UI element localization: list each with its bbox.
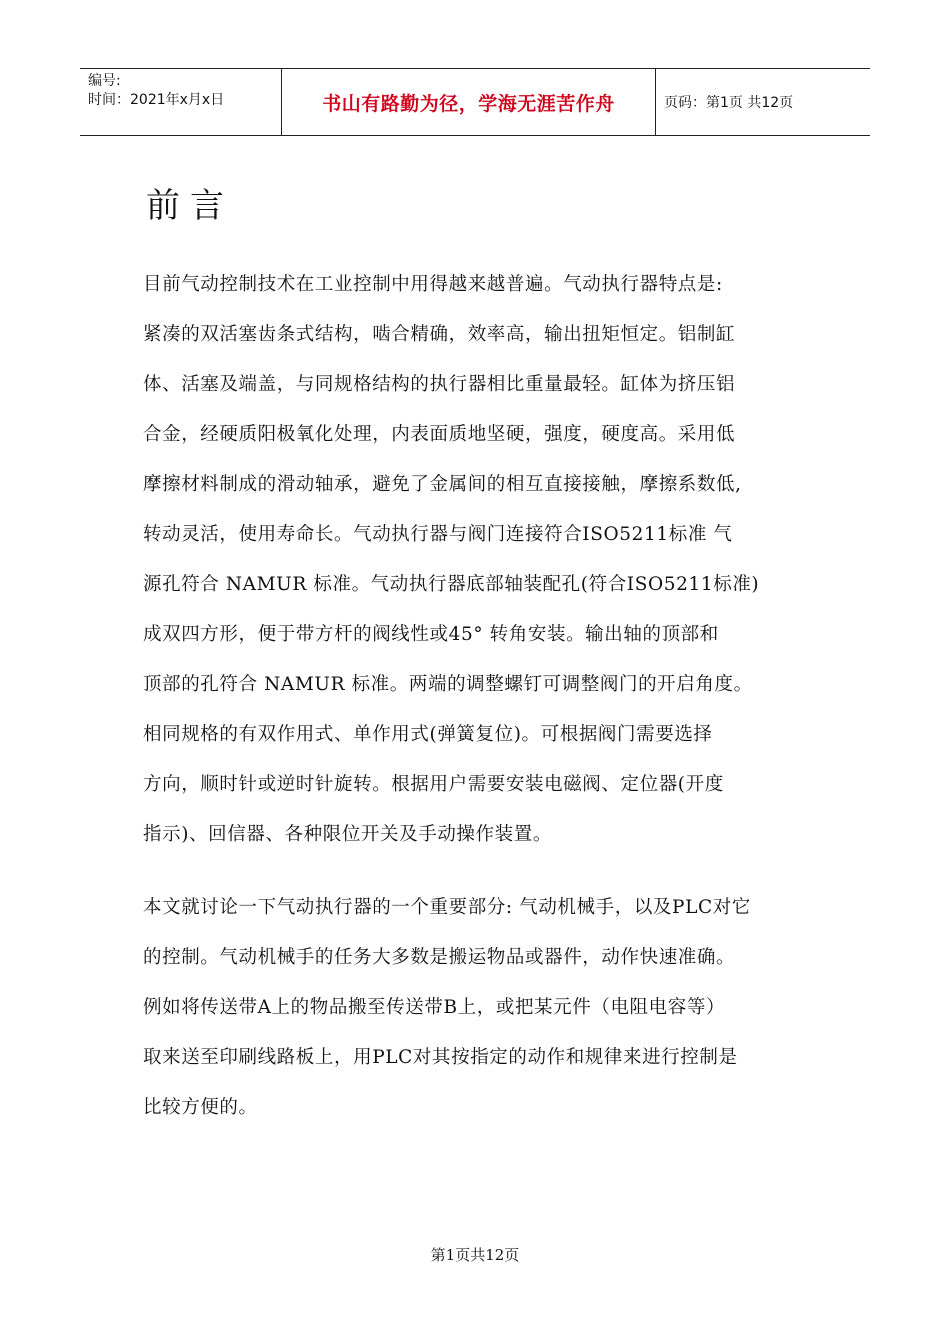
- paragraph-intro: [143, 260, 823, 860]
- text-line: 顶部的孔符合 NAMUR 标准。两端的调整螺钉可调整阀门的开启角度。: [143, 674, 753, 695]
- text-line: 成双四方形，便于带方杆的阀线性或45° 转角安装。输出轴的顶部和: [143, 624, 719, 645]
- text-line: 的控制。气动机械手的任务大多数是搬运物品或器件，动作快速准确。: [143, 947, 736, 968]
- text-line: 本文就讨论一下气动执行器的一个重要部分: 气动机械手，以及PLC对它: [143, 897, 751, 918]
- text-line: 相同规格的有双作用式、单作用式(弹簧复位)。可根据阀门需要选择: [143, 724, 713, 745]
- text-line: 方向，顺时针或逆时针旋转。根据用户需要安装电磁阀、定位器(开度: [143, 774, 724, 795]
- text-line: 取来送至印刷线路板上，用PLC对其按指定的动作和规律来进行控制是: [143, 1047, 738, 1068]
- text-line: 指示)、回信器、各种限位开关及手动操作装置。: [143, 824, 552, 845]
- page-title: 前言: [146, 186, 234, 226]
- paragraph-scope: [143, 883, 823, 1133]
- header-motto: 书山有路勤为径，学海无涯苦作舟: [282, 69, 656, 135]
- text-line: 体、活塞及端盖，与同规格结构的执行器相比重量最轻。缸体为挤压铝: [143, 374, 736, 395]
- text-line: 比较方便的。: [143, 1097, 258, 1118]
- text-line: 转动灵活，使用寿命长。气动执行器与阀门连接符合ISO5211标准 气: [143, 524, 733, 545]
- document-time-label: 时间：2021年x月x日: [88, 92, 225, 108]
- text-line: 目前气动控制技术在工业控制中用得越来越普遍。气动执行器特点是:: [143, 274, 723, 295]
- text-line: 合金，经硬质阳极氧化处理，内表面质地坚硬，强度，硬度高。采用低: [143, 424, 736, 445]
- text-line: 源孔符合 NAMUR 标准。气动执行器底部轴装配孔(符合ISO5211标准): [143, 574, 760, 595]
- page-footer: 第1页共12页: [430, 1246, 520, 1264]
- document-number-label: 编号:: [88, 73, 121, 89]
- page-header: [80, 68, 870, 136]
- text-line: 摩擦材料制成的滑动轴承，避免了金属间的相互直接接触，摩擦系数低,: [143, 474, 742, 495]
- header-meta: [80, 69, 282, 135]
- header-page-info: 页码：第1页 共12页: [664, 95, 794, 111]
- text-line: 紧凑的双活塞齿条式结构，啮合精确，效率高，输出扭矩恒定。铝制缸: [143, 324, 736, 345]
- text-line: 例如将传送带A上的物品搬至传送带B上，或把某元件（电阻电容等）: [143, 997, 726, 1018]
